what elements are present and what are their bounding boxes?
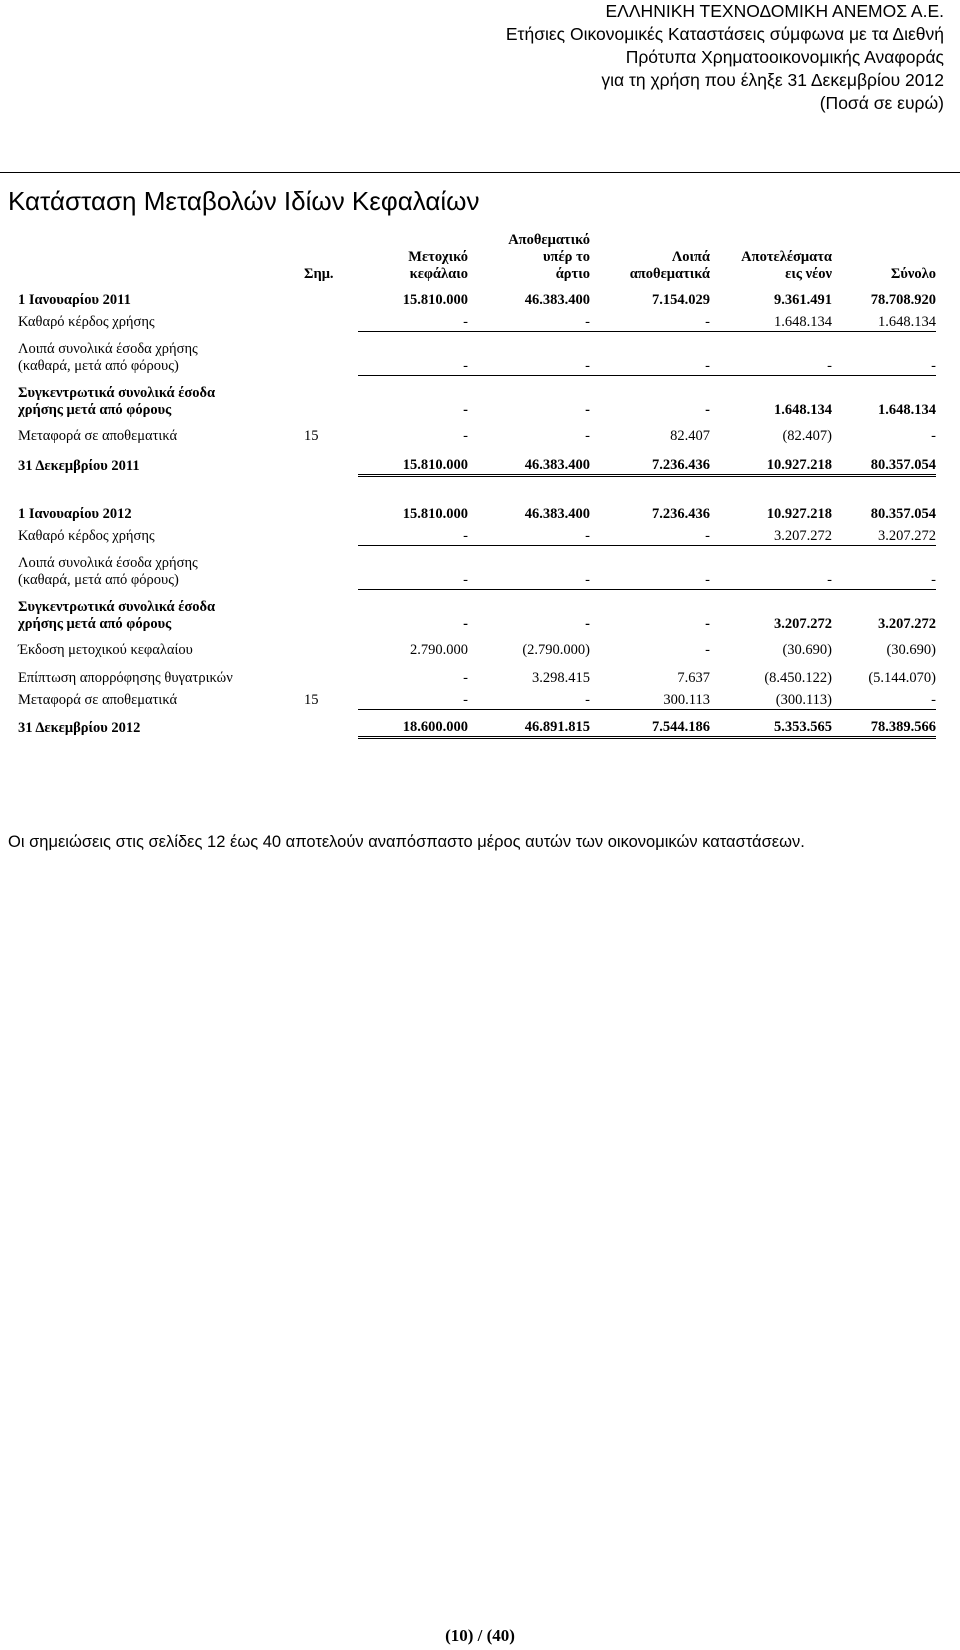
row-value: - bbox=[590, 545, 710, 589]
header-line-4: για τη χρήση που έληξε 31 Δεκεμβρίου 2012 bbox=[601, 70, 944, 90]
table-row bbox=[18, 331, 936, 375]
row-label-line: χρήσης μετά από φόρους bbox=[18, 616, 172, 632]
row-value: 3.207.272 bbox=[710, 523, 832, 545]
row-value: (82.407) bbox=[782, 428, 832, 444]
statement-title: Κατάσταση Μεταβολών Ιδίων Κεφαλαίων bbox=[8, 186, 480, 216]
row-value: 15.810.000 bbox=[358, 445, 468, 475]
row-label-line: 31 Δεκεμβρίου 2012 bbox=[18, 720, 141, 736]
row-value: 7.544.186 bbox=[590, 709, 710, 737]
table-row bbox=[18, 709, 936, 737]
row-value: 18.600.000 bbox=[358, 709, 468, 737]
company-name: ΕΛΛΗΝΙΚΗ ΤΕΧΝΟΔΟΜΙΚΗ ΑΝΕΜΟΣ Α.Ε. bbox=[605, 1, 944, 21]
header-divider bbox=[0, 172, 960, 173]
row-value: - bbox=[463, 428, 468, 444]
row-value: 46.383.400 bbox=[524, 292, 590, 308]
document-header bbox=[506, 0, 944, 115]
row-label bbox=[18, 523, 304, 545]
row-label-line: Λοιπά συνολικά έσοδα χρήσης bbox=[18, 555, 198, 571]
table-row bbox=[18, 375, 936, 419]
row-value: 1.648.134 bbox=[832, 309, 936, 331]
label-column-header bbox=[18, 232, 304, 287]
row-value: - bbox=[358, 687, 468, 709]
row-value: - bbox=[832, 545, 936, 589]
equity-changes-table bbox=[18, 232, 936, 739]
table-row bbox=[18, 589, 936, 633]
total-column-header: Σύνολο bbox=[890, 266, 936, 282]
row-label-line: 1 Ιανουαρίου 2011 bbox=[18, 292, 131, 308]
row-value: - bbox=[585, 402, 590, 418]
row-value: (30.690) bbox=[886, 642, 936, 658]
row-label-line: Λοιπά συνολικά έσοδα χρήσης bbox=[18, 341, 198, 357]
row-value: 10.927.218 bbox=[710, 445, 832, 475]
row-label-line: (καθαρά, μετά από φόρους) bbox=[18, 358, 179, 374]
row-value: 80.357.054 bbox=[870, 506, 936, 522]
row-value: - bbox=[590, 309, 710, 331]
row-note bbox=[304, 445, 358, 475]
row-value: (300.113) bbox=[710, 687, 832, 709]
row-label-line: 31 Δεκεμβρίου 2011 bbox=[18, 458, 140, 474]
row-value: (5.144.070) bbox=[868, 670, 936, 686]
row-value: 3.207.272 bbox=[878, 616, 936, 632]
row-label bbox=[18, 445, 304, 475]
table-row bbox=[18, 687, 936, 709]
share-capital-column-header: Μετοχικό κεφάλαιο bbox=[408, 249, 468, 282]
row-label-line: Καθαρό κέρδος χρήσης bbox=[18, 528, 155, 544]
row-value: - bbox=[468, 687, 590, 709]
row-note bbox=[304, 589, 358, 633]
row-value: 78.389.566 bbox=[832, 709, 936, 737]
row-value: - bbox=[710, 545, 832, 589]
row-value: - bbox=[358, 309, 468, 331]
row-value: - bbox=[585, 616, 590, 632]
row-value: 5.353.565 bbox=[710, 709, 832, 737]
other-reserves-column-header: Λοιπά αποθεματικά bbox=[629, 249, 710, 282]
row-value: 3.207.272 bbox=[774, 616, 832, 632]
row-value: 9.361.491 bbox=[774, 292, 832, 308]
row-label bbox=[18, 309, 304, 331]
row-value: 7.236.436 bbox=[652, 506, 710, 522]
table-row bbox=[18, 445, 936, 475]
row-value: 1.648.134 bbox=[878, 402, 936, 418]
row-value: 46.383.400 bbox=[524, 506, 590, 522]
table-row bbox=[18, 523, 936, 545]
row-note bbox=[304, 375, 358, 419]
row-label-line: 1 Ιανουαρίου 2012 bbox=[18, 506, 132, 522]
row-label-line: Συγκεντρωτικά συνολικά έσοδα bbox=[18, 385, 216, 401]
row-value: - bbox=[931, 428, 936, 444]
note-column-header: Σημ. bbox=[304, 266, 334, 282]
row-label bbox=[18, 687, 304, 709]
header-line-2: Ετήσιες Οικονομικές Καταστάσεις σύμφωνα με τα Διεθνή bbox=[505, 24, 944, 44]
row-label bbox=[18, 545, 304, 589]
table-row bbox=[18, 309, 936, 331]
row-label bbox=[18, 375, 304, 419]
row-value: 3.207.272 bbox=[832, 523, 936, 545]
row-label-line: Καθαρό κέρδος χρήσης bbox=[18, 314, 155, 330]
row-label-line: χρήσης μετά από φόρους bbox=[18, 402, 172, 418]
row-value: - bbox=[705, 616, 710, 632]
row-label bbox=[18, 331, 304, 375]
row-value: 46.383.400 bbox=[468, 445, 590, 475]
row-note bbox=[304, 331, 358, 375]
row-value: - bbox=[468, 523, 590, 545]
row-note bbox=[304, 659, 358, 687]
row-value: 78.708.920 bbox=[870, 292, 936, 308]
row-value: - bbox=[832, 687, 936, 709]
row-note bbox=[304, 545, 358, 589]
row-label bbox=[18, 419, 304, 445]
row-value: 3.298.415 bbox=[532, 670, 590, 686]
row-value: 7.154.029 bbox=[652, 292, 710, 308]
row-value: - bbox=[710, 331, 832, 375]
row-note bbox=[304, 309, 358, 331]
row-label-line: Επίπτωση απορρόφησης θυγατρικών bbox=[18, 670, 233, 686]
table-row bbox=[18, 287, 936, 309]
row-value: 1.648.134 bbox=[710, 309, 832, 331]
row-value: 46.891.815 bbox=[468, 709, 590, 737]
row-label-line: Έκδοση μετοχικού κεφαλαίου bbox=[18, 642, 193, 658]
row-label bbox=[18, 589, 304, 633]
row-label bbox=[18, 475, 304, 523]
row-value: - bbox=[585, 428, 590, 444]
row-label-line: Συγκεντρωτικά συνολικά έσοδα bbox=[18, 599, 216, 615]
retained-earnings-column-header: Αποτελέσματα εις νέον bbox=[741, 249, 832, 282]
row-label-line: Μεταφορά σε αποθεματικά bbox=[18, 428, 178, 444]
row-value: 7.637 bbox=[677, 670, 710, 686]
row-label-line: (καθαρά, μετά από φόρους) bbox=[18, 572, 179, 588]
row-value: - bbox=[705, 642, 710, 658]
row-value: - bbox=[468, 309, 590, 331]
row-value: (8.450.122) bbox=[764, 670, 832, 686]
row-value: 1.648.134 bbox=[774, 402, 832, 418]
row-note: 15 bbox=[304, 692, 319, 708]
row-value: - bbox=[463, 616, 468, 632]
row-value: - bbox=[468, 545, 590, 589]
row-value: - bbox=[590, 331, 710, 375]
header-line-3: Πρότυπα Χρηματοοικονομικής Αναφοράς bbox=[625, 47, 944, 67]
row-value: 300.113 bbox=[590, 687, 710, 709]
row-value: - bbox=[358, 331, 468, 375]
row-value: - bbox=[463, 402, 468, 418]
row-note: 15 bbox=[304, 428, 319, 444]
table-row bbox=[18, 419, 936, 445]
row-value: - bbox=[705, 402, 710, 418]
column-header-row bbox=[18, 232, 936, 287]
row-value: - bbox=[468, 331, 590, 375]
row-value: (30.690) bbox=[782, 642, 832, 658]
row-value: - bbox=[358, 523, 468, 545]
row-label bbox=[18, 659, 304, 687]
row-value: 82.407 bbox=[670, 428, 710, 444]
row-value: 10.927.218 bbox=[766, 506, 832, 522]
footnote: Οι σημειώσεις στις σελίδες 12 έως 40 αποτελούν αναπόσπαστο μέρος αυτών των οικονομικών καταστάσεων. bbox=[8, 833, 805, 851]
row-note bbox=[304, 287, 358, 309]
row-label-line: Μεταφορά σε αποθεματικά bbox=[18, 692, 178, 708]
row-note bbox=[304, 709, 358, 737]
row-value: - bbox=[463, 670, 468, 686]
row-value: 80.357.054 bbox=[832, 445, 936, 475]
row-note bbox=[304, 475, 358, 523]
row-value: (2.790.000) bbox=[522, 642, 590, 658]
row-label bbox=[18, 633, 304, 659]
table-row bbox=[18, 475, 936, 523]
table-row bbox=[18, 633, 936, 659]
row-value: 2.790.000 bbox=[410, 642, 468, 658]
row-note bbox=[304, 633, 358, 659]
row-value: - bbox=[832, 331, 936, 375]
currency-note: (Ποσά σε ευρώ) bbox=[819, 93, 944, 113]
row-label bbox=[18, 287, 304, 309]
table-row bbox=[18, 545, 936, 589]
table-row bbox=[18, 659, 936, 687]
premium-reserve-column-header: Αποθεματικό υπέρ το άρτιο bbox=[508, 232, 590, 282]
row-value: 15.810.000 bbox=[402, 506, 468, 522]
row-label bbox=[18, 709, 304, 737]
row-note bbox=[304, 523, 358, 545]
row-value: 15.810.000 bbox=[402, 292, 468, 308]
row-value: - bbox=[590, 523, 710, 545]
row-value: - bbox=[358, 545, 468, 589]
page-number: (10) / (40) bbox=[445, 1626, 515, 1645]
row-value: 7.236.436 bbox=[590, 445, 710, 475]
